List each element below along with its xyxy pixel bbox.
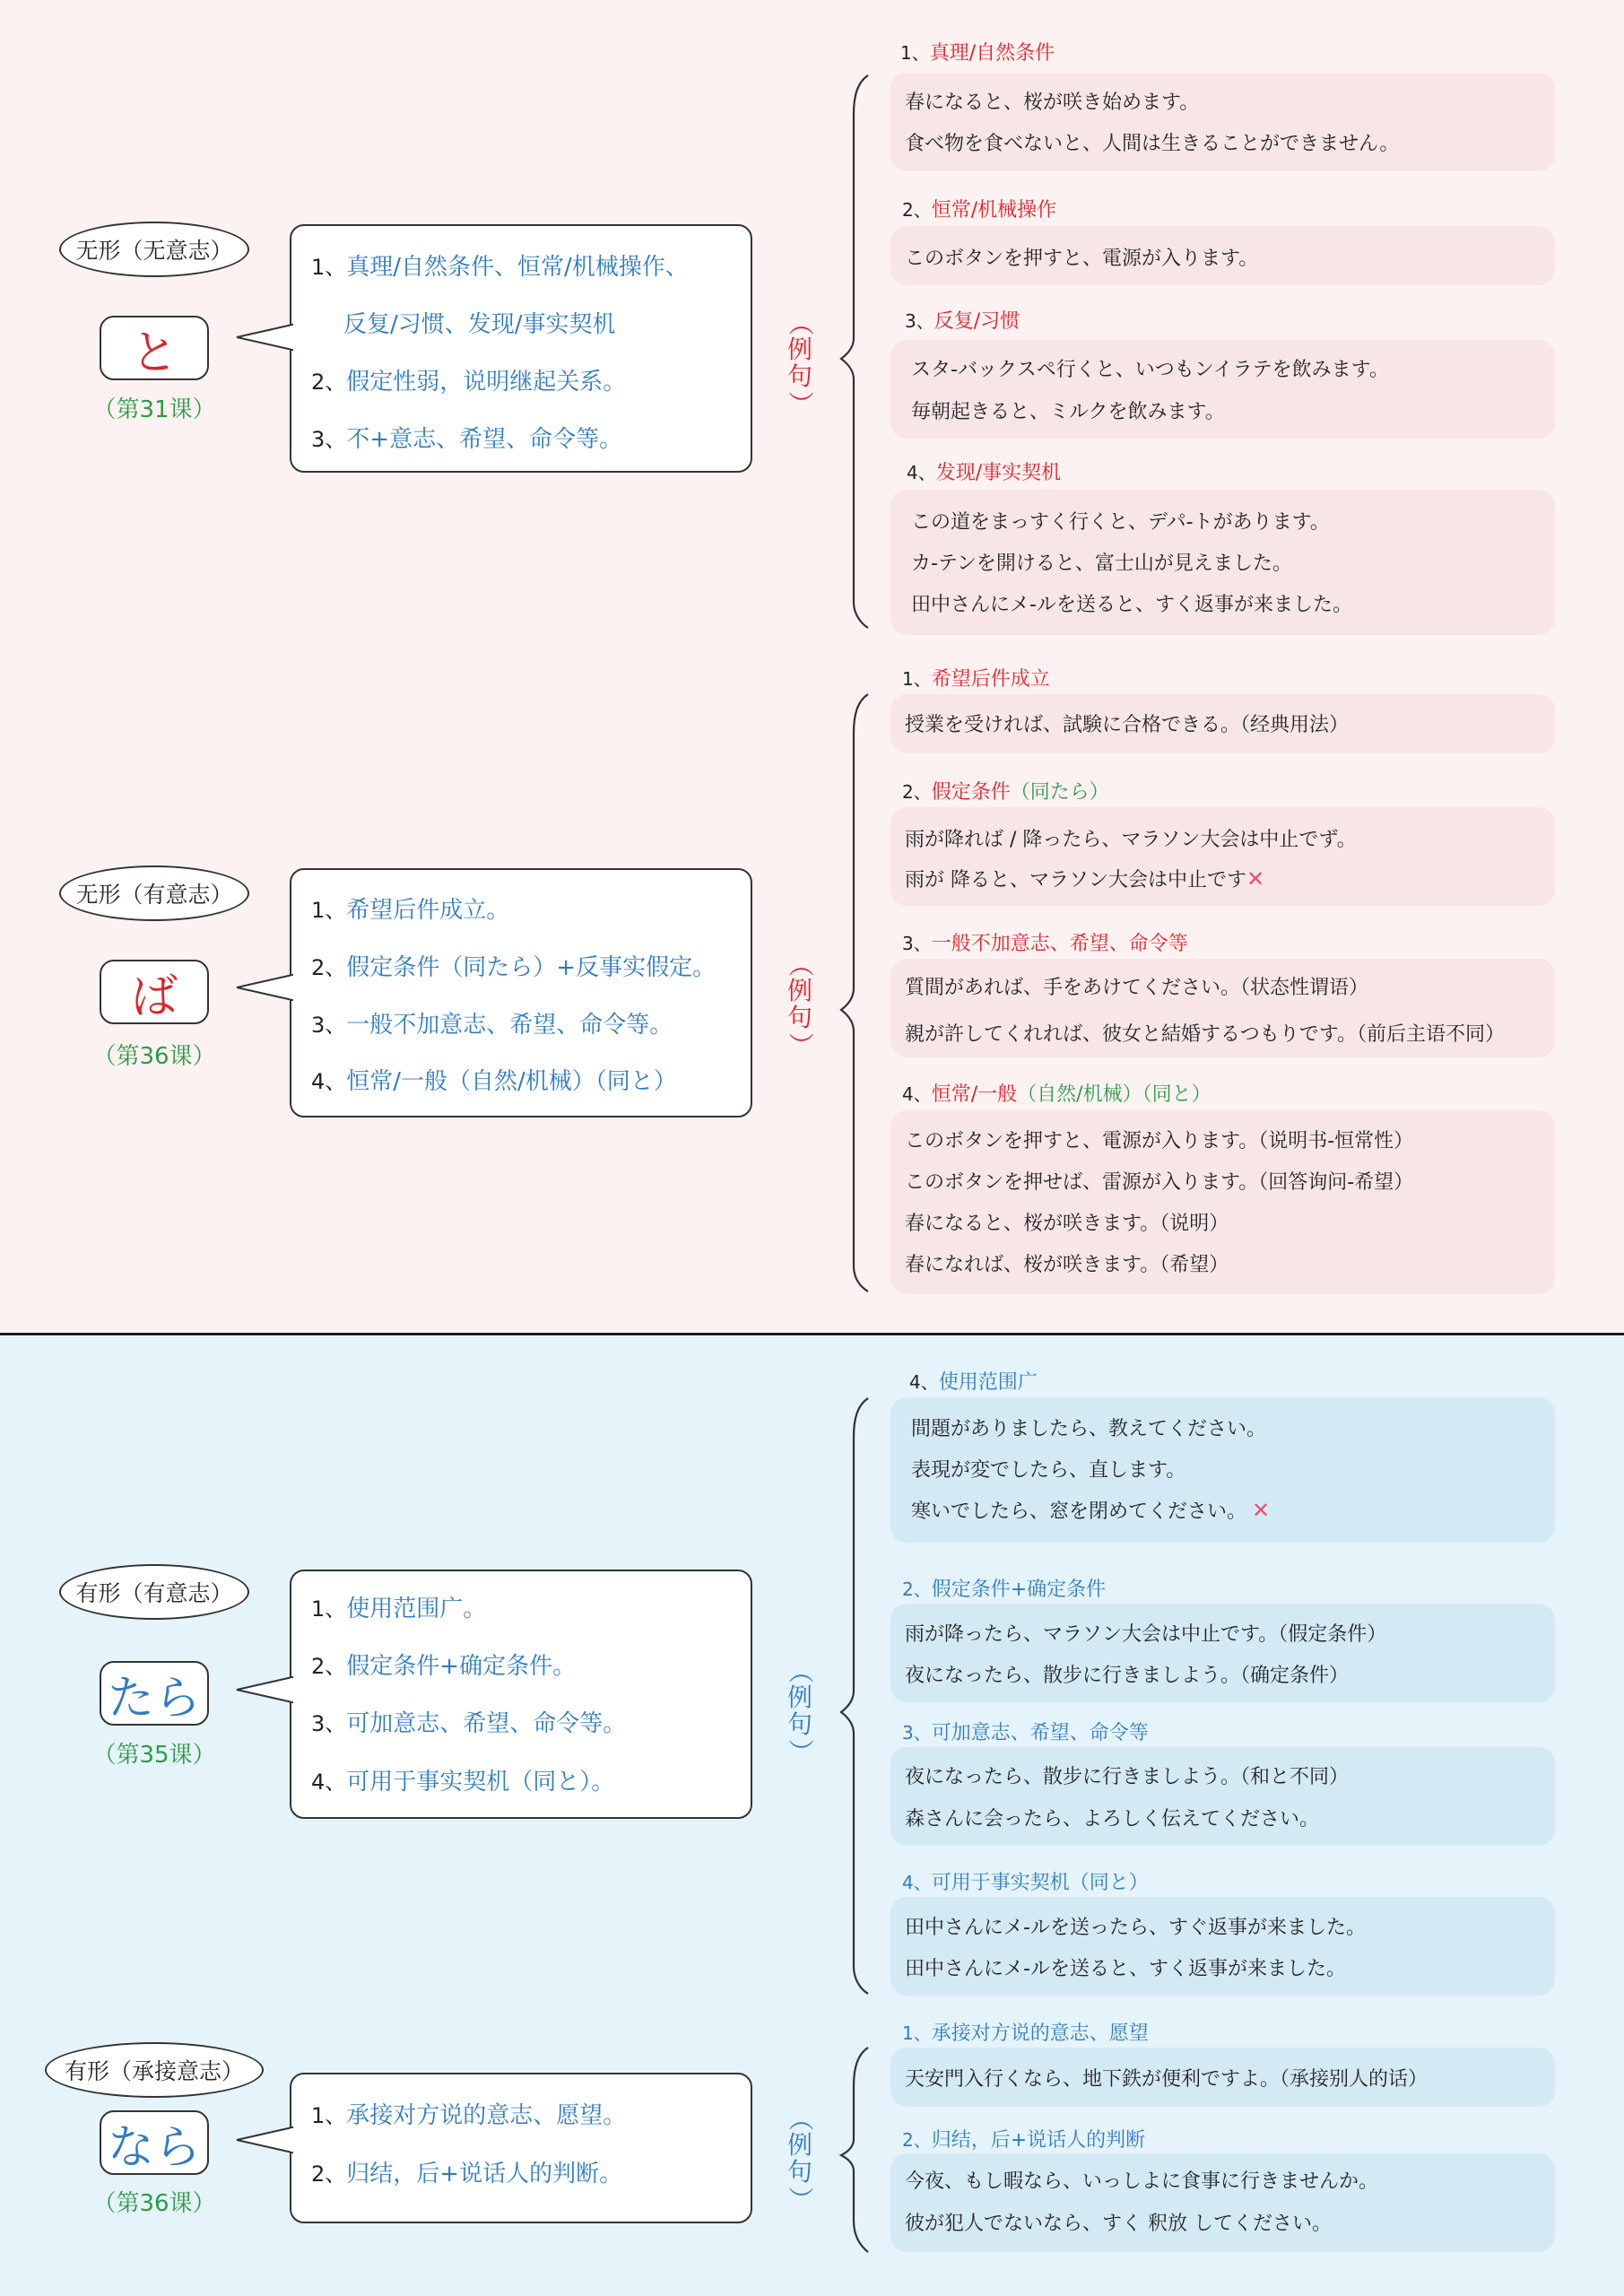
example-heading: 2、假定条件（同たら） [902,781,1109,804]
wrong-x-icon: ✕ [1252,1498,1271,1523]
example-sentence: 雨が 降ると、マラソン大会は中止です✕ [905,866,1265,891]
example-heading: 4、可用于事实契机（同と） [902,1872,1149,1894]
example-sentence: 夜になったら、散步に行きましよう。（确定条件） [905,1665,1350,1687]
rule-item: 1、希望后件成立。 [311,897,510,924]
example-heading: 3、反复/习惯 [905,310,1020,333]
example-sentence: この道をまっすく行くと、デパ-トがあります。 [911,511,1330,534]
example-sentence: 授業を受ければ、試験に合格できる。（经典用法） [905,714,1350,736]
example-sentence: 春になれば、桜が咲きます。（希望） [905,1254,1229,1276]
rule-item: 2、归结，后+说话人的判断。 [311,2161,623,2187]
section-divider [0,1333,1624,1335]
example-sentences-label: （ 例 句 ） [786,309,815,416]
example-sentences-label: （ 例 句 ） [786,1657,815,1764]
particle-box [100,2110,209,2175]
lesson-label: （第31课） [92,396,216,423]
example-sentence: 田中さんにメ-ルを送ると、すく返事が来ました。 [911,594,1352,616]
example-sentence: 春になると、桜が咲き始めます。 [905,91,1200,114]
rule-item: 2、假定条件+确定条件。 [311,1653,577,1680]
wrong-x-icon: ✕ [1246,866,1265,891]
particle-box [100,316,209,380]
rule-item: 3、一般不加意志、希望、命令等。 [311,1012,673,1039]
callout-pointer [235,323,294,352]
example-heading: 2、归结，后+说话人的判断 [902,2129,1146,2152]
example-heading: 4、使用范围广 [909,1371,1038,1394]
example-sentence: 春になると、桜が咲きます。（说明） [905,1213,1229,1235]
lesson-label: （第36课） [92,2190,216,2217]
example-sentences-label: （ 例 句 ） [786,951,815,1057]
rule-item: 1、使用范围广。 [311,1596,487,1622]
rule-item: 1、承接对方说的意志、愿望。 [311,2102,627,2129]
example-sentence: このボタンを押すと、電源が入ります。（说明书-恒常性） [905,1130,1414,1152]
example-heading: 4、发现/事实契机 [907,462,1062,484]
example-sentence: 森さんに会ったら、よろしく伝えてください。 [905,1808,1320,1831]
example-sentence: 親が許してくれれば、彼女と結婚するつもりです。（前后主语不同） [905,1023,1506,1046]
rule-item: 2、假定性弱，说明继起关系。 [311,369,627,396]
category-label: 有形（有意志） [75,1580,233,1606]
rules-callout [290,2073,752,2223]
particle-box [100,960,209,1024]
lesson-label: （第36课） [92,1043,216,1070]
example-sentence: 表現が変でしたら、直します。 [911,1459,1186,1482]
rule-item: 4、恒常/一般（自然/机械）（同と） [311,1068,677,1095]
category-oval [45,2042,264,2098]
category-oval [59,865,249,921]
rule-item: 1、真理/自然条件、恒常/机械操作、 [311,254,689,281]
example-sentence: 寒いでしたら、窓を閉めてください。 ✕ [911,1498,1271,1523]
example-sentence: 間題がありましたら、教えてください。 [911,1418,1267,1440]
example-sentence: 雨が降れば / 降ったら、マラソン大会は中止でず。 [905,829,1357,851]
rule-item: 反复/习惯、发现/事实契机 [343,311,616,338]
example-sentence: 田中さんにメ-ルを送ると、すく返事が来ました。 [905,1958,1346,1980]
rule-item: 4、可用于事实契机（同と）。 [311,1769,615,1796]
category-label: 有形（承接意志） [64,2058,244,2084]
example-sentence: 田中さんにメ-ルを送ったら、すぐ返事が来ました。 [905,1917,1366,1939]
lesson-label: （第35课） [92,1742,216,1769]
brace-icon [834,74,870,630]
particle-box [100,1661,209,1726]
category-oval [59,222,249,277]
example-sentence: 食べ物を食べないと、人間は生きることができません。 [905,133,1400,155]
example-heading: 3、一般不加意志、希望、命令等 [902,933,1188,955]
particle-label: なら [107,2120,201,2175]
particle-label: と [130,326,178,380]
example-sentence: カ-テンを開けると、富士山が見えました。 [911,552,1292,575]
brace-icon [834,2046,870,2254]
category-label: 无形（有意志） [75,882,233,908]
rule-item: 2、假定条件（同たら）+反事实假定。 [311,954,716,981]
example-heading: 4、恒常/一般（自然/机械）（同と） [902,1083,1211,1106]
callout-pointer [235,1675,294,1704]
example-heading: 2、假定条件+确定条件 [902,1578,1107,1601]
example-sentence: 毎朝起きると、ミルクを飲みます。 [911,401,1225,423]
example-sentences-label: （ 例 句 ） [786,2105,815,2212]
example-sentence: 質間があれば、手をあけてください。（状态性谓语） [905,977,1369,999]
example-sentence: このボタンを押すと、電源が入ります。 [905,248,1259,270]
example-sentence: 彼が犯人でないなら、すく 釈放 してください。 [905,2213,1332,2235]
example-sentence: 雨が降ったら、マラソン大会は中止です。（假定条件） [905,1623,1387,1646]
particle-label: ば [130,970,178,1024]
callout-pointer [235,2126,294,2154]
example-sentence: 夜になったら、散步に行きましよう。（和と不同） [905,1766,1350,1788]
category-oval [59,1564,249,1620]
particle-label: たら [107,1671,201,1726]
rule-item: 3、可加意志、希望、命令等。 [311,1710,627,1737]
example-heading: 1、承接对方说的意志、愿望 [902,2022,1149,2045]
example-sentence: 今夜、もし暇なら、いっしよに食事に行きませんか。 [905,2170,1379,2193]
brace-icon [834,692,870,1293]
example-sentence: このボタンを押せば、雷源が入ります。（回答询问-希望） [905,1171,1414,1194]
callout-pointer [235,973,294,1002]
example-heading: 1、真理/自然条件 [900,42,1055,65]
example-heading: 3、可加意志、希望、命令等 [902,1722,1149,1744]
category-label: 无形（无意志） [75,238,233,264]
example-sentence: スタ-バックスペ行くと、いつもンイラテを飲みます。 [911,359,1389,381]
brace-icon [834,1396,870,1996]
example-heading: 1、希望后件成立 [902,668,1050,691]
example-heading: 2、恒常/机械操作 [902,199,1057,222]
rule-item: 3、不+意志、希望、命令等。 [311,426,623,453]
example-sentence: 天安門入行くなら、地下鉄が便利ですよ。（承接别人的话） [905,2068,1429,2091]
